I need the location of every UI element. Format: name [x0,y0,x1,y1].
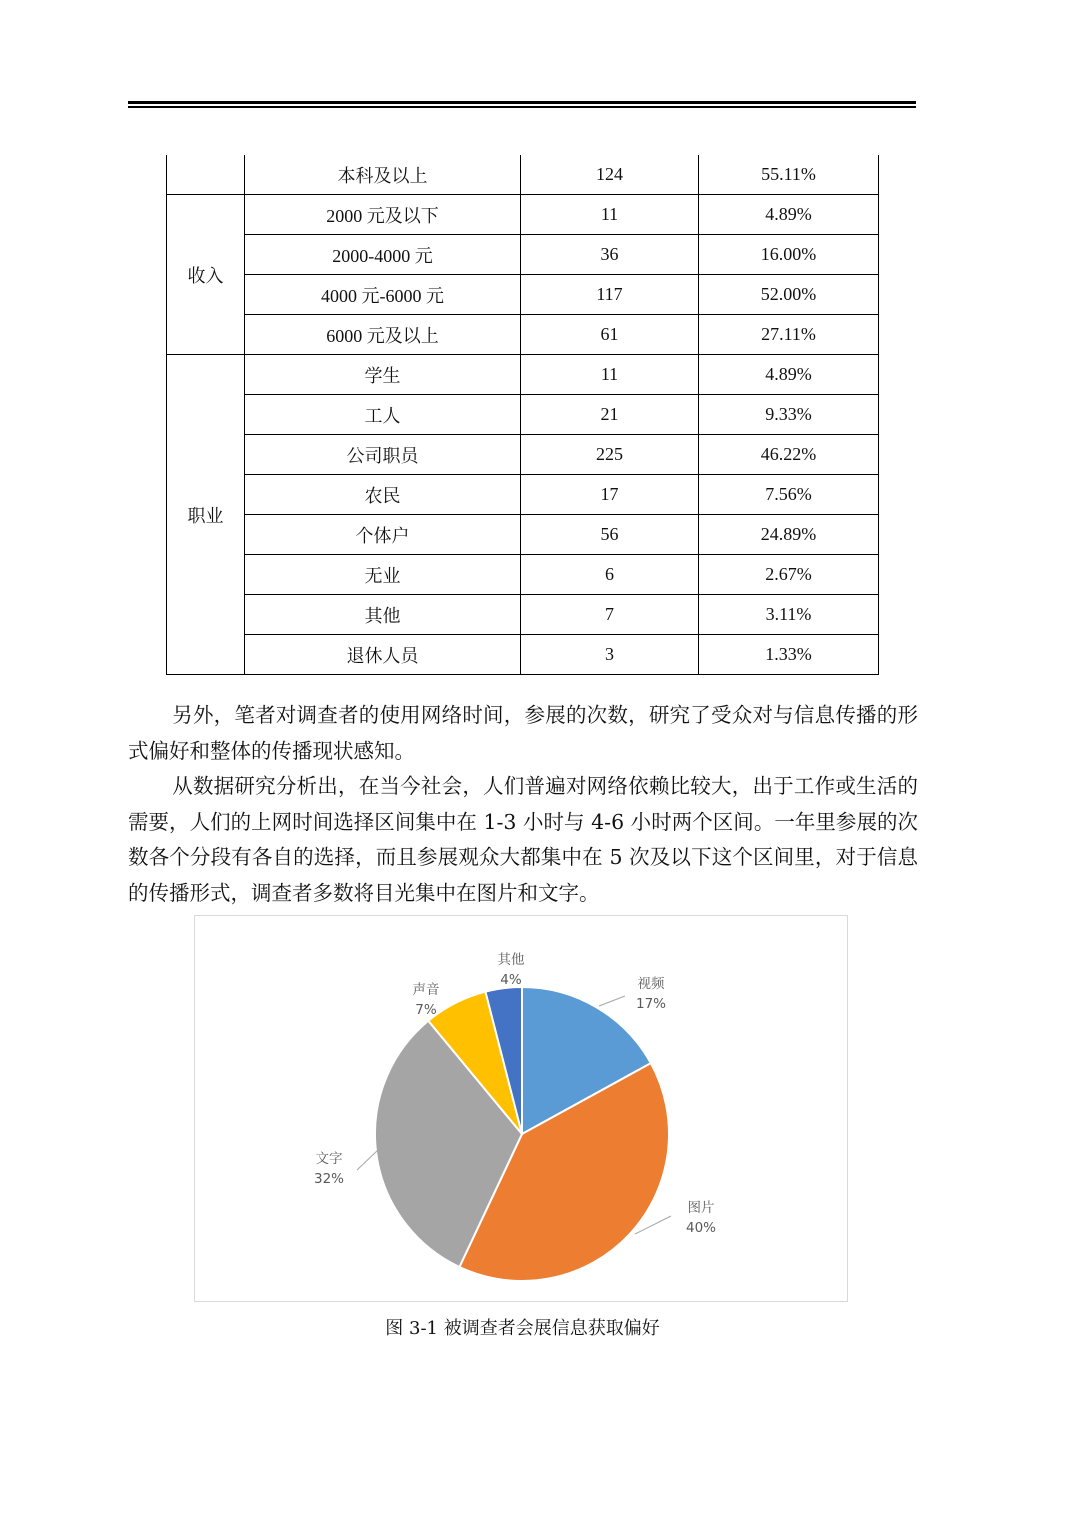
slice-value-label: 4% [500,972,522,988]
slice-value-label: 40% [685,1220,717,1236]
slice-label: 声音 [412,982,440,998]
item-cell: 4000 元-6000 元 [245,275,521,315]
item-cell: 个体户 [245,515,521,555]
percent-cell: 27.11% [699,315,879,355]
count-cell: 117 [521,275,699,315]
table-row [167,475,879,515]
slice-label: 其他 [497,952,525,968]
table-row [167,155,879,195]
count-cell: 36 [521,235,699,275]
percent-cell: 2.67% [699,555,879,595]
slice-label: 视频 [637,976,665,992]
table-row [167,395,879,435]
percent-cell: 3.11% [699,595,879,635]
table-row [167,355,879,395]
count-cell: 3 [521,635,699,675]
table-row [167,555,879,595]
table-row [167,595,879,635]
slice-label: 图片 [687,1200,715,1216]
percent-cell: 4.89% [699,355,879,395]
table-row [167,235,879,275]
item-cell: 其他 [245,595,521,635]
pie-chart [195,916,849,1303]
percent-cell: 4.89% [699,195,879,235]
count-cell: 6 [521,555,699,595]
count-cell: 61 [521,315,699,355]
item-cell: 公司职员 [245,435,521,475]
percent-cell: 46.22% [699,435,879,475]
slice-label: 文字 [315,1151,343,1167]
slice-value-label: 32% [313,1171,345,1187]
percent-cell: 55.11% [699,155,879,195]
count-cell: 17 [521,475,699,515]
count-cell: 225 [521,435,699,475]
paragraph-1 [128,698,918,769]
count-cell: 11 [521,195,699,235]
category-cell: 收入 [167,195,245,355]
paragraph-1-text: 另外，笔者对调查者的使用网络时间，参展的次数，研究了受众对与信息传播的形式偏好和整体的传播现状感知。 [128,703,918,763]
percent-cell: 9.33% [699,395,879,435]
percent-cell: 7.56% [699,475,879,515]
item-cell: 无业 [245,555,521,595]
figure-caption: 图 3-1 被调查者会展信息获取偏好 [385,1318,660,1339]
percent-cell: 24.89% [699,515,879,555]
header-rule-thin [128,106,916,108]
item-cell: 退休人员 [245,635,521,675]
item-cell: 学生 [245,355,521,395]
item-cell: 农民 [245,475,521,515]
category-cell: 职业 [167,355,245,675]
percent-cell: 52.00% [699,275,879,315]
item-cell: 工人 [245,395,521,435]
leader-line-2 [357,1150,378,1170]
table-row [167,315,879,355]
slice-value-label: 17% [635,996,667,1012]
table-row [167,515,879,555]
header-rule-thick [128,101,916,104]
item-cell: 本科及以上 [245,155,521,195]
percent-cell: 1.33% [699,635,879,675]
count-cell: 11 [521,355,699,395]
percent-cell: 16.00% [699,235,879,275]
paragraph-2 [128,769,918,911]
leader-line-0 [599,996,625,1006]
count-cell: 124 [521,155,699,195]
demographics-table [166,155,879,675]
item-cell: 6000 元及以上 [245,315,521,355]
category-cell [167,155,245,195]
slice-value-label: 7% [415,1002,437,1018]
count-cell: 7 [521,595,699,635]
table-row [167,435,879,475]
count-cell: 21 [521,395,699,435]
item-cell: 2000-4000 元 [245,235,521,275]
table-row [167,635,879,675]
pie-chart-frame [194,915,848,1302]
paragraph-2-text: 从数据研究分析出，在当今社会，人们普遍对网络依赖比较大，出于工作或生活的需要，人们的上网时间选择区间集中在 1-3 小时与 4-6 小时两个区间。一年里参展的次数各个分段有各自的选择，而且参展观众大都集中在 5 次及以下这个区间里，对于信息的传播形式，调查者多数将目光集中在图片和文字。 [128,774,918,905]
table-row [167,275,879,315]
count-cell: 56 [521,515,699,555]
item-cell: 2000 元及以下 [245,195,521,235]
table-row [167,195,879,235]
